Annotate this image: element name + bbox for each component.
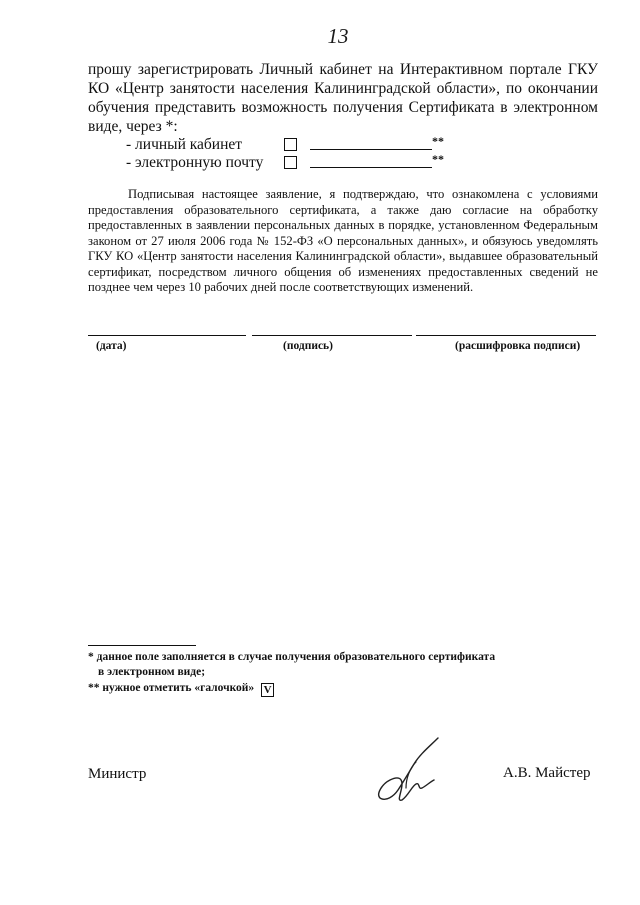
footnote-2 <box>88 681 608 697</box>
date-line <box>88 335 246 336</box>
option-label: - личный кабинет <box>126 136 243 153</box>
signer-name: А.В. Майстер <box>503 765 591 781</box>
intro-paragraph: прошу зарегистрировать Личный кабинет на Интерактивном портале ГКУ КО «Центр занятости населения Калининградской области», по окончании обучения представить возможность получения Сертификата в электронном виде, через *: <box>88 61 598 135</box>
email-checkbox[interactable] <box>284 156 297 169</box>
footnote-2-text: ** нужное отметить «галочкой» <box>88 682 255 694</box>
check-mark-sample: V <box>261 683 274 697</box>
transcript-caption: (расшифровка подписи) <box>455 340 581 352</box>
option-stars: ** <box>432 152 444 166</box>
option-stars: ** <box>432 134 444 148</box>
footnote-rule <box>88 645 196 646</box>
footnote-1-line-1: * данное поле заполняется в случае получения образовательного сертификата <box>88 651 496 663</box>
footnote-1-line-2: в электронном виде; <box>98 666 206 678</box>
signature-line <box>252 335 412 336</box>
signature-caption: (подпись) <box>283 340 333 352</box>
date-caption: (дата) <box>96 340 127 352</box>
handwritten-signature <box>372 732 452 806</box>
signer-title: Министр <box>88 766 147 782</box>
fill-line <box>310 149 432 150</box>
option-label: - электронную почту <box>126 154 264 171</box>
footnote-1 <box>88 650 608 680</box>
option-email <box>126 154 456 172</box>
option-personal-account <box>126 136 456 154</box>
fill-line <box>310 167 432 168</box>
transcript-line <box>416 335 596 336</box>
consent-paragraph: Подписывая настоящее заявление, я подтверждаю, что ознакомлена с условиями предоставления образовательного сертификата, а также даю согласие на обработку предоставленных в заявлении персональных данных в порядке, установленном Федеральным законом от 27 июля 2006 года № 152-ФЗ «О персональных данных», и обязуюсь уведомлять ГКУ КО «Центр занятости населения Калининградской области», выдавшее образовательный сертификат, посредством личного общения об изменениях предоставленных сведений не позднее чем через 10 рабочих дней после соответствующих изменений. <box>88 187 598 294</box>
personal-account-checkbox[interactable] <box>284 138 297 151</box>
page-number: 13 <box>327 24 349 48</box>
